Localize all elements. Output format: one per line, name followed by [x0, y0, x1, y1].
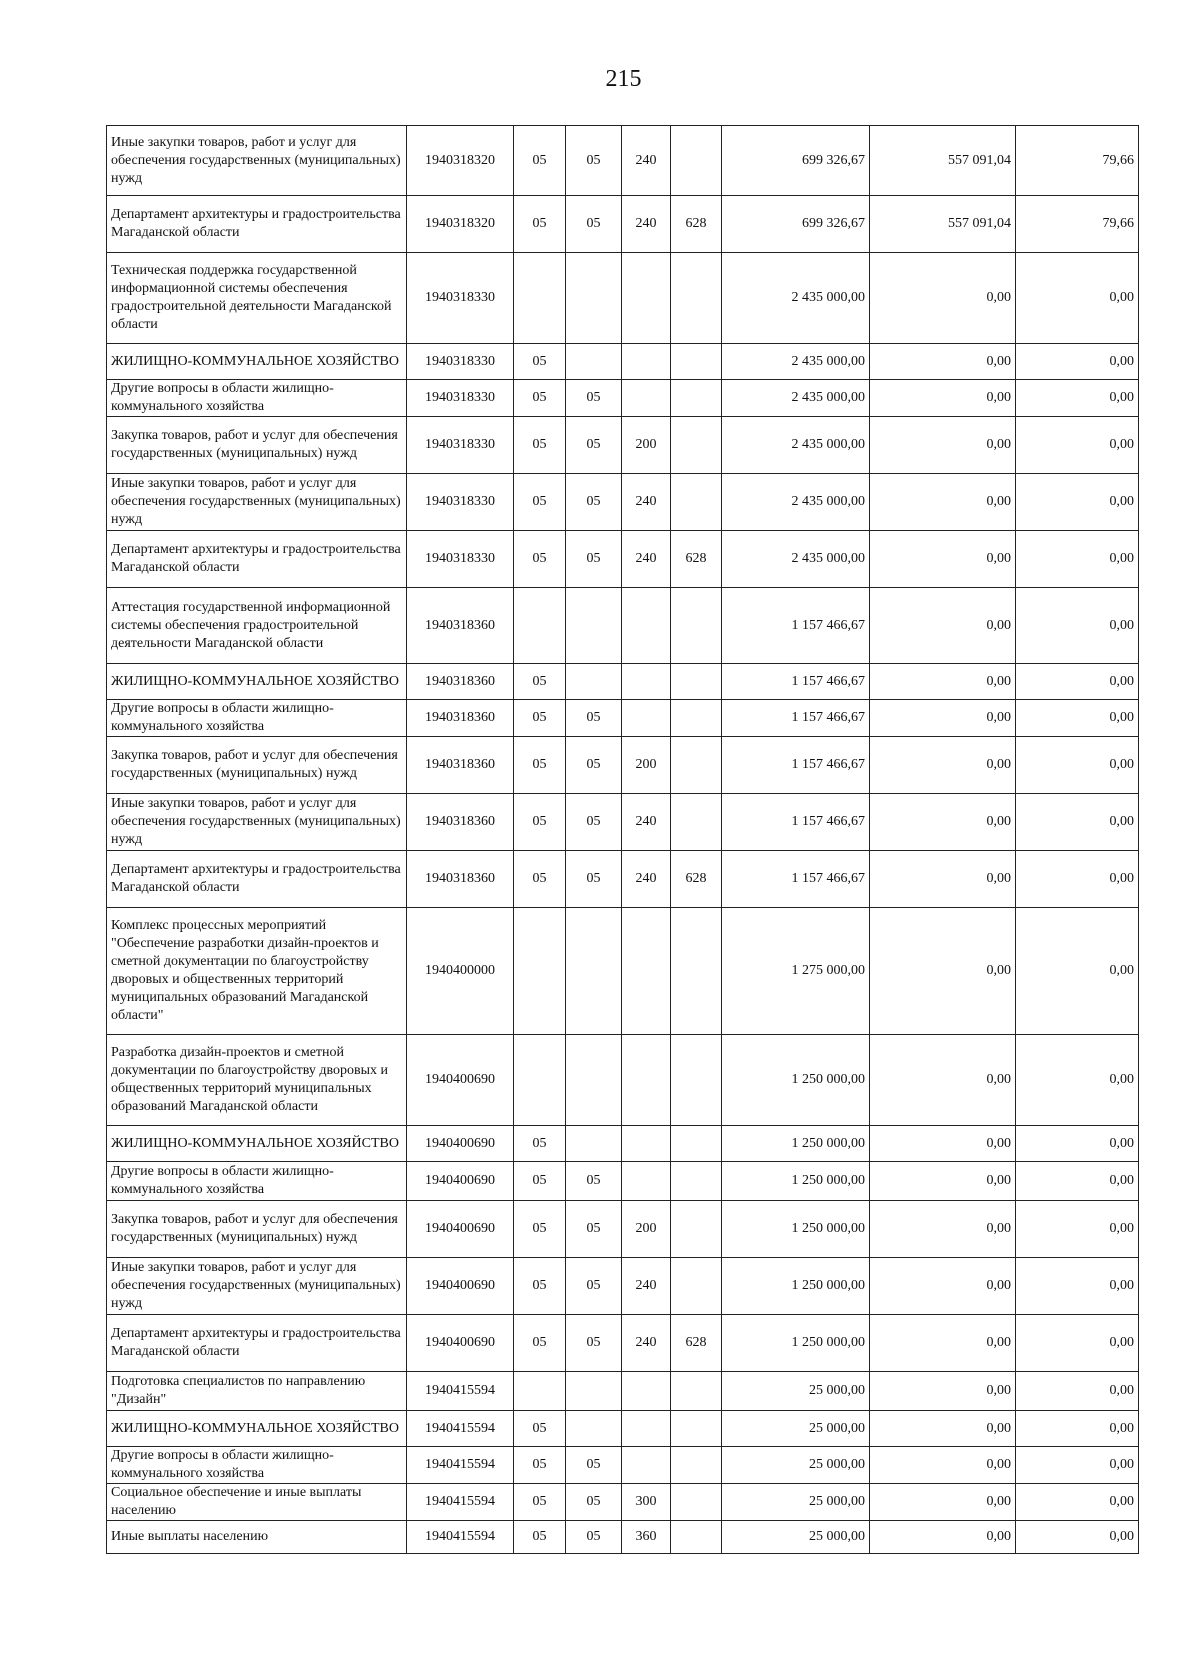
- table-row: [107, 1258, 1139, 1315]
- row-department: [671, 253, 722, 344]
- row-code: 1940318360: [407, 794, 514, 851]
- row-percent: 0,00: [1016, 1484, 1139, 1521]
- row-code: 1940318330: [407, 531, 514, 588]
- row-plan-amount: 1 157 466,67: [722, 588, 870, 664]
- row-department: [671, 737, 722, 794]
- row-plan-amount: 1 157 466,67: [722, 737, 870, 794]
- row-section: 05: [514, 851, 566, 908]
- row-expense-type: 240: [622, 1315, 671, 1372]
- row-subsection: 05: [566, 380, 622, 417]
- row-department: [671, 1162, 722, 1201]
- row-fact-amount: 0,00: [870, 588, 1016, 664]
- table-row: [107, 700, 1139, 737]
- row-section: 05: [514, 1484, 566, 1521]
- row-expense-type: [622, 1035, 671, 1126]
- row-percent: 0,00: [1016, 588, 1139, 664]
- row-expense-type: [622, 1126, 671, 1162]
- row-subsection: [566, 664, 622, 700]
- row-code: 1940400690: [407, 1162, 514, 1201]
- row-plan-amount: 25 000,00: [722, 1411, 870, 1447]
- row-fact-amount: 0,00: [870, 664, 1016, 700]
- row-name: Иные закупки товаров, работ и услуг для обеспечения государственных (муниципальных) нужд: [107, 126, 407, 196]
- row-percent: 0,00: [1016, 664, 1139, 700]
- row-code: 1940415594: [407, 1521, 514, 1554]
- row-fact-amount: 0,00: [870, 1372, 1016, 1411]
- row-plan-amount: 1 250 000,00: [722, 1258, 870, 1315]
- table-row: [107, 1201, 1139, 1258]
- row-expense-type: [622, 908, 671, 1035]
- row-percent: 0,00: [1016, 253, 1139, 344]
- row-subsection: 05: [566, 1162, 622, 1201]
- row-percent: 0,00: [1016, 1035, 1139, 1126]
- row-section: 05: [514, 664, 566, 700]
- row-department: [671, 908, 722, 1035]
- row-code: 1940318330: [407, 344, 514, 380]
- row-name: Иные закупки товаров, работ и услуг для обеспечения государственных (муниципальных) нужд: [107, 1258, 407, 1315]
- row-subsection: 05: [566, 531, 622, 588]
- row-plan-amount: 25 000,00: [722, 1372, 870, 1411]
- row-section: 05: [514, 1258, 566, 1315]
- row-fact-amount: 0,00: [870, 851, 1016, 908]
- row-section: 05: [514, 1521, 566, 1554]
- row-department: [671, 1484, 722, 1521]
- table-row: [107, 851, 1139, 908]
- row-subsection: 05: [566, 1258, 622, 1315]
- row-expense-type: 240: [622, 474, 671, 531]
- row-subsection: [566, 1372, 622, 1411]
- row-code: 1940318330: [407, 417, 514, 474]
- row-section: [514, 1372, 566, 1411]
- row-subsection: [566, 1126, 622, 1162]
- row-section: 05: [514, 1162, 566, 1201]
- row-code: 1940400690: [407, 1201, 514, 1258]
- row-name: Социальное обеспечение и иные выплаты населению: [107, 1484, 407, 1521]
- row-fact-amount: 0,00: [870, 794, 1016, 851]
- row-subsection: 05: [566, 1201, 622, 1258]
- row-department: [671, 1411, 722, 1447]
- row-code: 1940400690: [407, 1126, 514, 1162]
- row-name: ЖИЛИЩНО-КОММУНАЛЬНОЕ ХОЗЯЙСТВО: [107, 664, 407, 700]
- row-department: [671, 588, 722, 664]
- row-percent: 0,00: [1016, 1372, 1139, 1411]
- row-subsection: 05: [566, 1521, 622, 1554]
- row-subsection: [566, 253, 622, 344]
- row-plan-amount: 2 435 000,00: [722, 380, 870, 417]
- row-subsection: 05: [566, 794, 622, 851]
- row-name: ЖИЛИЩНО-КОММУНАЛЬНОЕ ХОЗЯЙСТВО: [107, 1411, 407, 1447]
- row-department: [671, 1372, 722, 1411]
- table-row: [107, 794, 1139, 851]
- row-percent: 0,00: [1016, 1521, 1139, 1554]
- budget-table: [106, 125, 1139, 1554]
- row-expense-type: 240: [622, 126, 671, 196]
- row-code: 1940318360: [407, 700, 514, 737]
- row-department: 628: [671, 196, 722, 253]
- row-expense-type: [622, 253, 671, 344]
- table-row: [107, 588, 1139, 664]
- row-name: Департамент архитектуры и градостроительства Магаданской области: [107, 851, 407, 908]
- row-department: [671, 1258, 722, 1315]
- row-fact-amount: 0,00: [870, 1162, 1016, 1201]
- row-percent: 0,00: [1016, 1201, 1139, 1258]
- row-percent: 0,00: [1016, 474, 1139, 531]
- row-department: [671, 1447, 722, 1484]
- table-row: [107, 474, 1139, 531]
- row-expense-type: [622, 664, 671, 700]
- row-section: 05: [514, 380, 566, 417]
- table-row: [107, 196, 1139, 253]
- row-name: Иные закупки товаров, работ и услуг для обеспечения государственных (муниципальных) нужд: [107, 794, 407, 851]
- row-department: [671, 1035, 722, 1126]
- row-code: 1940318360: [407, 664, 514, 700]
- row-department: [671, 126, 722, 196]
- row-plan-amount: 25 000,00: [722, 1484, 870, 1521]
- row-fact-amount: 0,00: [870, 1521, 1016, 1554]
- row-department: [671, 344, 722, 380]
- table-row: [107, 1521, 1139, 1554]
- table-row: [107, 1372, 1139, 1411]
- row-plan-amount: 1 275 000,00: [722, 908, 870, 1035]
- row-plan-amount: 25 000,00: [722, 1447, 870, 1484]
- row-percent: 0,00: [1016, 1126, 1139, 1162]
- row-expense-type: 360: [622, 1521, 671, 1554]
- table-row: [107, 908, 1139, 1035]
- row-fact-amount: 0,00: [870, 1484, 1016, 1521]
- table-row: [107, 1035, 1139, 1126]
- row-fact-amount: 0,00: [870, 1126, 1016, 1162]
- row-fact-amount: 0,00: [870, 700, 1016, 737]
- row-plan-amount: 2 435 000,00: [722, 531, 870, 588]
- row-plan-amount: 1 250 000,00: [722, 1162, 870, 1201]
- row-subsection: 05: [566, 700, 622, 737]
- row-name: Разработка дизайн-проектов и сметной документации по благоустройству дворовых и общественных территорий муниципальных образований Магаданской области: [107, 1035, 407, 1126]
- row-percent: 0,00: [1016, 1258, 1139, 1315]
- row-code: 1940318360: [407, 737, 514, 794]
- row-fact-amount: 0,00: [870, 344, 1016, 380]
- table-row: [107, 1484, 1139, 1521]
- row-fact-amount: 0,00: [870, 474, 1016, 531]
- row-section: [514, 908, 566, 1035]
- row-expense-type: 240: [622, 1258, 671, 1315]
- row-fact-amount: 0,00: [870, 417, 1016, 474]
- row-expense-type: [622, 700, 671, 737]
- row-name: Другие вопросы в области жилищно-коммунального хозяйства: [107, 700, 407, 737]
- row-section: 05: [514, 1411, 566, 1447]
- row-percent: 0,00: [1016, 908, 1139, 1035]
- row-name: Комплекс процессных мероприятий "Обеспечение разработки дизайн-проектов и сметной документации по благоустройству дворовых и общественных территорий муниципальных образований Магаданской области": [107, 908, 407, 1035]
- row-name: Закупка товаров, работ и услуг для обеспечения государственных (муниципальных) нужд: [107, 1201, 407, 1258]
- row-subsection: 05: [566, 196, 622, 253]
- table-row: [107, 1315, 1139, 1372]
- table-row: [107, 380, 1139, 417]
- row-code: 1940400690: [407, 1258, 514, 1315]
- row-section: 05: [514, 794, 566, 851]
- row-department: [671, 474, 722, 531]
- row-expense-type: 200: [622, 737, 671, 794]
- row-percent: 0,00: [1016, 851, 1139, 908]
- row-name: Другие вопросы в области жилищно-коммунального хозяйства: [107, 1447, 407, 1484]
- row-subsection: 05: [566, 851, 622, 908]
- row-name: Иные закупки товаров, работ и услуг для обеспечения государственных (муниципальных) нужд: [107, 474, 407, 531]
- table-row: [107, 253, 1139, 344]
- row-code: 1940318320: [407, 126, 514, 196]
- row-expense-type: 240: [622, 196, 671, 253]
- row-subsection: 05: [566, 1447, 622, 1484]
- row-subsection: [566, 344, 622, 380]
- row-expense-type: 240: [622, 794, 671, 851]
- row-code: 1940318330: [407, 474, 514, 531]
- row-department: 628: [671, 531, 722, 588]
- row-percent: 0,00: [1016, 700, 1139, 737]
- row-name: Другие вопросы в области жилищно-коммунального хозяйства: [107, 380, 407, 417]
- row-code: 1940415594: [407, 1484, 514, 1521]
- row-expense-type: [622, 1372, 671, 1411]
- row-percent: 79,66: [1016, 126, 1139, 196]
- row-subsection: 05: [566, 474, 622, 531]
- table-row: [107, 344, 1139, 380]
- row-percent: 0,00: [1016, 1447, 1139, 1484]
- row-department: [671, 794, 722, 851]
- table-row: [107, 1447, 1139, 1484]
- row-department: [671, 700, 722, 737]
- row-department: [671, 1126, 722, 1162]
- row-fact-amount: 0,00: [870, 737, 1016, 794]
- row-code: 1940318330: [407, 253, 514, 344]
- row-plan-amount: 1 157 466,67: [722, 664, 870, 700]
- row-section: [514, 1035, 566, 1126]
- row-code: 1940415594: [407, 1447, 514, 1484]
- row-expense-type: [622, 1447, 671, 1484]
- row-department: [671, 1201, 722, 1258]
- row-name: ЖИЛИЩНО-КОММУНАЛЬНОЕ ХОЗЯЙСТВО: [107, 344, 407, 380]
- row-section: 05: [514, 196, 566, 253]
- row-section: [514, 253, 566, 344]
- row-department: [671, 1521, 722, 1554]
- row-code: 1940400690: [407, 1315, 514, 1372]
- row-section: 05: [514, 1126, 566, 1162]
- row-name: Закупка товаров, работ и услуг для обеспечения государственных (муниципальных) нужд: [107, 737, 407, 794]
- row-expense-type: [622, 380, 671, 417]
- row-percent: 0,00: [1016, 794, 1139, 851]
- row-plan-amount: 1 250 000,00: [722, 1315, 870, 1372]
- row-plan-amount: 2 435 000,00: [722, 253, 870, 344]
- row-expense-type: 300: [622, 1484, 671, 1521]
- row-fact-amount: 0,00: [870, 1447, 1016, 1484]
- row-percent: 0,00: [1016, 417, 1139, 474]
- row-fact-amount: 557 091,04: [870, 196, 1016, 253]
- row-name: Иные выплаты населению: [107, 1521, 407, 1554]
- row-expense-type: 200: [622, 1201, 671, 1258]
- row-section: 05: [514, 700, 566, 737]
- row-subsection: 05: [566, 737, 622, 794]
- row-subsection: 05: [566, 417, 622, 474]
- row-section: 05: [514, 737, 566, 794]
- row-expense-type: 200: [622, 417, 671, 474]
- row-plan-amount: 1 250 000,00: [722, 1035, 870, 1126]
- row-plan-amount: 2 435 000,00: [722, 344, 870, 380]
- row-department: 628: [671, 1315, 722, 1372]
- row-expense-type: 240: [622, 531, 671, 588]
- row-fact-amount: 0,00: [870, 1411, 1016, 1447]
- row-subsection: [566, 908, 622, 1035]
- row-code: 1940318360: [407, 851, 514, 908]
- row-section: 05: [514, 474, 566, 531]
- row-name: Подготовка специалистов по направлению "Дизайн": [107, 1372, 407, 1411]
- table-body: [107, 126, 1139, 1554]
- row-plan-amount: 699 326,67: [722, 196, 870, 253]
- row-percent: 0,00: [1016, 1411, 1139, 1447]
- table-row: [107, 1411, 1139, 1447]
- row-subsection: 05: [566, 126, 622, 196]
- row-plan-amount: 25 000,00: [722, 1521, 870, 1554]
- row-department: [671, 417, 722, 474]
- row-fact-amount: 0,00: [870, 1035, 1016, 1126]
- row-plan-amount: 1 250 000,00: [722, 1126, 870, 1162]
- row-fact-amount: 0,00: [870, 1258, 1016, 1315]
- table-row: [107, 664, 1139, 700]
- row-name: Другие вопросы в области жилищно-коммунального хозяйства: [107, 1162, 407, 1201]
- row-section: [514, 588, 566, 664]
- row-plan-amount: 1 157 466,67: [722, 794, 870, 851]
- row-subsection: 05: [566, 1315, 622, 1372]
- row-section: 05: [514, 1201, 566, 1258]
- row-fact-amount: 0,00: [870, 253, 1016, 344]
- row-plan-amount: 1 250 000,00: [722, 1201, 870, 1258]
- row-section: 05: [514, 1315, 566, 1372]
- row-plan-amount: 1 157 466,67: [722, 700, 870, 737]
- table-row: [107, 126, 1139, 196]
- row-name: Закупка товаров, работ и услуг для обеспечения государственных (муниципальных) нужд: [107, 417, 407, 474]
- row-code: 1940318330: [407, 380, 514, 417]
- table-row: [107, 1126, 1139, 1162]
- table-row: [107, 1162, 1139, 1201]
- row-plan-amount: 2 435 000,00: [722, 417, 870, 474]
- row-percent: 0,00: [1016, 1162, 1139, 1201]
- page-number: 215: [605, 66, 642, 92]
- row-name: Аттестация государственной информационной системы обеспечения градостроительной деятельности Магаданской области: [107, 588, 407, 664]
- row-code: 1940318320: [407, 196, 514, 253]
- row-code: 1940318360: [407, 588, 514, 664]
- row-department: [671, 664, 722, 700]
- table-row: [107, 531, 1139, 588]
- row-section: 05: [514, 531, 566, 588]
- row-plan-amount: 699 326,67: [722, 126, 870, 196]
- table-row: [107, 417, 1139, 474]
- row-name: Департамент архитектуры и градостроительства Магаданской области: [107, 1315, 407, 1372]
- row-expense-type: [622, 1411, 671, 1447]
- row-expense-type: [622, 1162, 671, 1201]
- row-expense-type: [622, 588, 671, 664]
- row-section: 05: [514, 344, 566, 380]
- row-percent: 0,00: [1016, 531, 1139, 588]
- row-section: 05: [514, 417, 566, 474]
- row-section: 05: [514, 126, 566, 196]
- row-fact-amount: 557 091,04: [870, 126, 1016, 196]
- row-fact-amount: 0,00: [870, 531, 1016, 588]
- row-department: [671, 380, 722, 417]
- row-percent: 0,00: [1016, 1315, 1139, 1372]
- row-code: 1940400000: [407, 908, 514, 1035]
- row-code: 1940400690: [407, 1035, 514, 1126]
- row-subsection: 05: [566, 1484, 622, 1521]
- row-subsection: [566, 588, 622, 664]
- row-code: 1940415594: [407, 1411, 514, 1447]
- row-percent: 0,00: [1016, 737, 1139, 794]
- row-expense-type: [622, 344, 671, 380]
- row-plan-amount: 1 157 466,67: [722, 851, 870, 908]
- row-name: Департамент архитектуры и градостроительства Магаданской области: [107, 196, 407, 253]
- row-percent: 0,00: [1016, 344, 1139, 380]
- row-section: 05: [514, 1447, 566, 1484]
- table-row: [107, 737, 1139, 794]
- row-fact-amount: 0,00: [870, 1201, 1016, 1258]
- row-fact-amount: 0,00: [870, 380, 1016, 417]
- row-percent: 79,66: [1016, 196, 1139, 253]
- row-fact-amount: 0,00: [870, 1315, 1016, 1372]
- row-subsection: [566, 1411, 622, 1447]
- row-expense-type: 240: [622, 851, 671, 908]
- row-department: 628: [671, 851, 722, 908]
- row-name: Техническая поддержка государственной информационной системы обеспечения градостроительной деятельности Магаданской области: [107, 253, 407, 344]
- row-name: ЖИЛИЩНО-КОММУНАЛЬНОЕ ХОЗЯЙСТВО: [107, 1126, 407, 1162]
- row-percent: 0,00: [1016, 380, 1139, 417]
- row-plan-amount: 2 435 000,00: [722, 474, 870, 531]
- row-subsection: [566, 1035, 622, 1126]
- row-fact-amount: 0,00: [870, 908, 1016, 1035]
- row-name: Департамент архитектуры и градостроительства Магаданской области: [107, 531, 407, 588]
- row-code: 1940415594: [407, 1372, 514, 1411]
